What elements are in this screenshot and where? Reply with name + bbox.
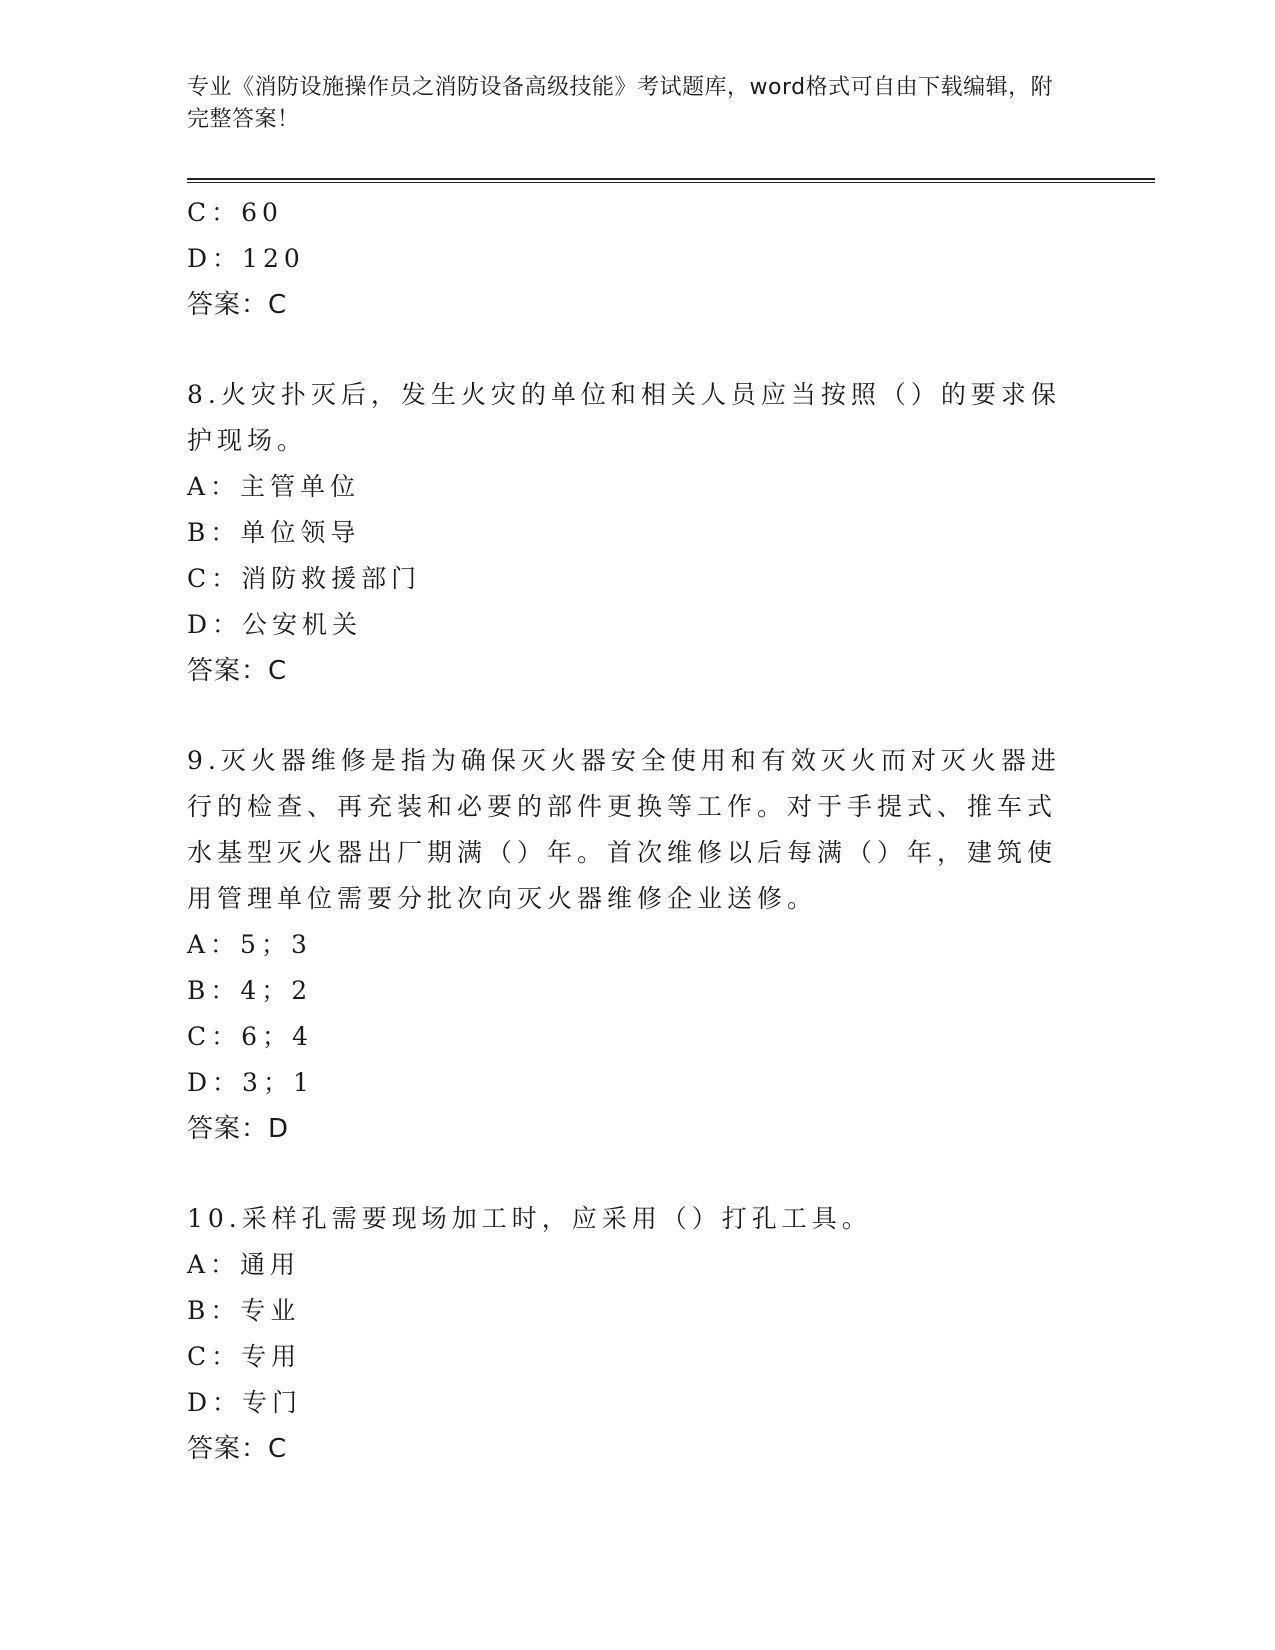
option-a: A：通用 xyxy=(187,1250,301,1279)
question-stem: 9.灭火器维修是指为确保灭火器安全使用和有效灭火而对灭火器进行的检查、再充装和必要的部件更换等工作。对于手提式、推车式水基型灭火器出厂期满（）年。首次维修以后每满（）年，建筑使用管理单位需要分批次向灭火器维修企业送修。 xyxy=(187,746,1061,913)
answer: 答案：D xyxy=(187,1114,290,1144)
option-b: B：4；2 xyxy=(187,976,313,1005)
option-c: C：专用 xyxy=(187,1342,302,1371)
option-c: C：60 xyxy=(187,198,283,227)
option-d: D：公安机关 xyxy=(187,610,363,639)
option-b: B：专业 xyxy=(187,1296,301,1325)
document-header: 专业《消防设施操作员之消防设备高级技能》考试题库，word格式可自由下载编辑，附完整答案！ xyxy=(187,75,1054,132)
option-c: C：消防救援部门 xyxy=(187,564,422,593)
question-stem: 8.火灾扑灭后，发生火灾的单位和相关人员应当按照（）的要求保护现场。 xyxy=(187,380,1061,455)
spacer xyxy=(187,328,1067,372)
question-list xyxy=(187,190,1067,1472)
option-a: A：主管单位 xyxy=(187,472,361,501)
option-c: C：6；4 xyxy=(187,1022,313,1051)
answer: 答案：C xyxy=(187,656,288,686)
question-stem: 10.采样孔需要现场加工时，应采用（）打孔工具。 xyxy=(187,1204,872,1233)
option-b: B：单位领导 xyxy=(187,518,361,547)
option-a: A：5；3 xyxy=(187,930,312,959)
option-d: D：3；1 xyxy=(187,1068,314,1097)
spacer xyxy=(187,1152,1067,1196)
answer: 答案：C xyxy=(187,1434,288,1464)
option-d: D：120 xyxy=(187,244,305,273)
header-divider-thin xyxy=(187,182,1155,183)
spacer xyxy=(187,694,1067,738)
header-divider xyxy=(187,178,1155,180)
answer: 答案：C xyxy=(187,290,288,320)
option-d: D：专门 xyxy=(187,1388,303,1417)
